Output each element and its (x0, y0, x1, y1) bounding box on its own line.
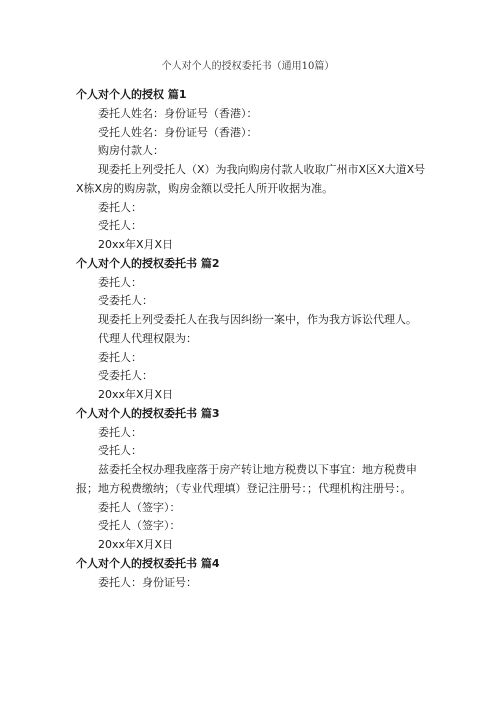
section-1-paragraph: 现委托上列受托人（X）为我向购房付款人收取广州市X区X大道X号X栋X房的购房款，购房金额以受托人所开收据为准。 (76, 163, 426, 195)
document-title: 个人对个人的授权委托书（通用10篇） (161, 61, 335, 72)
section-2-line-2: 受委托人： (98, 294, 153, 308)
section-1-line-3: 购房付款人： (98, 144, 164, 158)
section-2-date: 20xx年X月X日 (98, 388, 174, 401)
section-3-paragraph: 兹委托全权办理我座落于房产转让地方税费以下事宜：地方税费申报；地方税费缴纳；（专业代理填）登记注册号：；代理机构注册号：。 (76, 463, 417, 495)
section-3-date: 20xx年X月X日 (98, 538, 174, 551)
section-heading-4: 个人对个人的授权委托书 篇4 (76, 556, 220, 570)
section-3-line-5: 受托人（签字）： (98, 519, 181, 533)
section-heading-1: 个人对个人的授权 篇1 (76, 88, 187, 101)
section-3-line-1: 委托人： (98, 425, 142, 439)
section-2-line-3: 现委托上列受委托人在我与因纠纷一案中，作为我方诉讼代理人。 (98, 313, 417, 326)
section-heading-3: 个人对个人的授权委托书 篇3 (76, 406, 220, 420)
section-heading-2: 个人对个人的授权委托书 篇2 (76, 256, 220, 270)
section-2-line-6: 受委托人： (98, 369, 153, 383)
section-1-line-2: 受托人姓名：身份证号（香港）： (98, 125, 258, 139)
document-body (76, 86, 428, 592)
section-2-line-1: 委托人： (98, 275, 142, 289)
section-1-line-5: 委托人： (98, 200, 142, 214)
section-1-date: 20xx年X月X日 (98, 238, 174, 251)
section-2-line-5: 委托人： (98, 350, 142, 364)
section-2-line-4: 代理人代理权限为： (98, 331, 197, 345)
section-1-line-1: 委托人姓名：身份证号（香港）： (98, 106, 258, 120)
section-3-line-2: 受托人： (98, 444, 142, 458)
section-3-line-4: 委托人（签字）： (98, 500, 181, 514)
section-1-line-6: 受托人： (98, 219, 142, 233)
section-4-line-1: 委托人：身份证号： (98, 575, 197, 589)
